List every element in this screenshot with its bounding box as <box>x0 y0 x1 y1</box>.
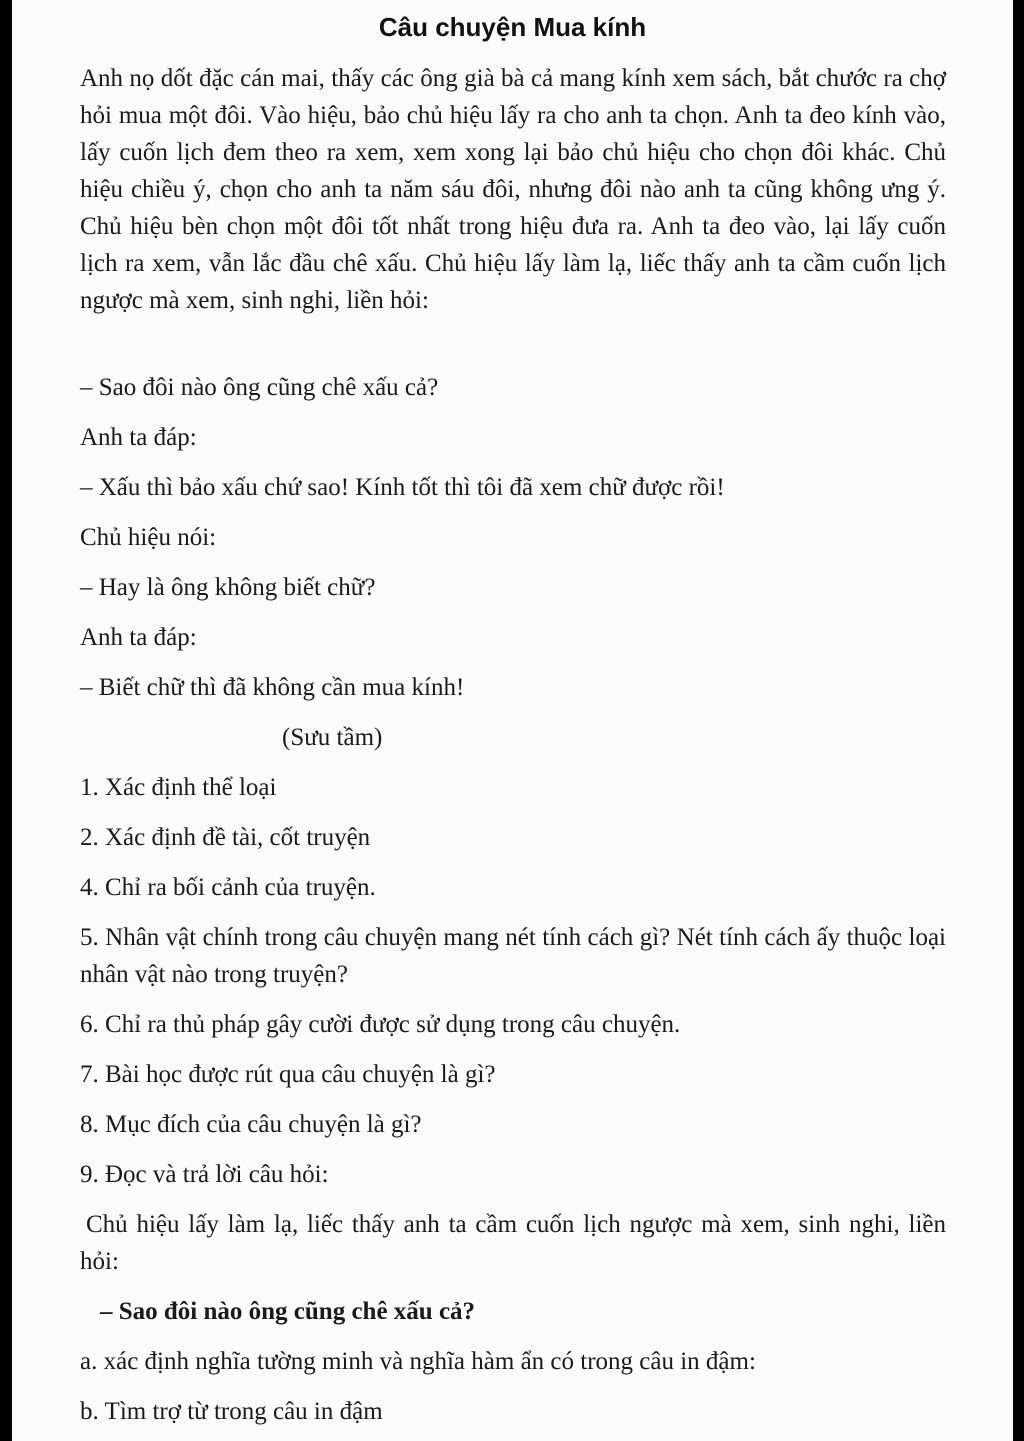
question-item: 7. Bài học được rút qua câu chuyện là gì? <box>80 1061 496 1088</box>
dialogue-line: – Sao đôi nào ông cũng chê xấu cả? <box>80 374 439 401</box>
question-item: 4. Chỉ ra bối cảnh của truyện. <box>80 874 376 901</box>
question-item: 9. Đọc và trả lời câu hỏi: <box>80 1161 329 1188</box>
story-paragraph: Anh nọ dốt đặc cán mai, thấy các ông già bà cả mang kính xem sách, bắt chước ra chợ hỏi mua một đôi. Vào hiệu, bảo chủ hiệu lấy ra cho anh ta chọn. Anh ta đeo kính vào, lấy cuốn lịch đem theo ra xem, xem xong lại bảo chủ hiệu cho chọn đôi khác. Chủ hiệu chiều ý, chọn cho anh ta năm sáu đôi, nhưng đôi nào anh ta cũng không ưng ý. Chủ hiệu bèn chọn một đôi tốt nhất trong hiệu đưa ra. Anh ta đeo vào, lại lấy cuốn lịch ra xem, vẫn lắc đầu chê xấu. Chủ hiệu lấy làm lạ, liếc thấy anh ta cầm cuốn lịch ngược mà xem, sinh nghi, liền hỏi: <box>80 65 946 314</box>
document-page <box>12 0 1013 1441</box>
dialogue-line: – Biết chữ thì đã không cần mua kính! <box>80 674 465 701</box>
dialogue-line: – Hay là ông không biết chữ? <box>80 574 376 601</box>
question-item: 5. Nhân vật chính trong câu chuyện mang nét tính cách gì? Nét tính cách ấy thuộc loại nhân vật nào trong truyện? <box>80 924 946 988</box>
quoted-passage: Chủ hiệu lấy làm lạ, liếc thấy anh ta cầm cuốn lịch ngược mà xem, sinh nghi, liền hỏi: <box>80 1211 946 1275</box>
dialogue-line: Chủ hiệu nói: <box>80 524 217 551</box>
sub-question-b: b. Tìm trợ từ trong câu in đậm <box>80 1398 383 1425</box>
dialogue-line: – Xấu thì bảo xấu chứ sao! Kính tốt thì tôi đã xem chữ được rồi! <box>80 474 725 501</box>
question-item: 6. Chỉ ra thủ pháp gây cười được sử dụng trong câu chuyện. <box>80 1011 681 1038</box>
bold-sentence: – Sao đôi nào ông cũng chê xấu cả? <box>100 1298 476 1325</box>
question-item: 1. Xác định thể loại <box>80 774 277 801</box>
dialogue-line: Anh ta đáp: <box>80 424 197 451</box>
sub-question-a: a. xác định nghĩa tường minh và nghĩa hàm ẩn có trong câu in đậm: <box>80 1348 756 1375</box>
dialogue-line: Anh ta đáp: <box>80 624 197 651</box>
document-title: Câu chuyện Mua kính <box>378 12 647 42</box>
question-item: 2. Xác định đề tài, cốt truyện <box>80 824 371 851</box>
question-item: 8. Mục đích của câu chuyện là gì? <box>80 1111 422 1138</box>
source-note: (Sưu tầm) <box>282 724 383 751</box>
